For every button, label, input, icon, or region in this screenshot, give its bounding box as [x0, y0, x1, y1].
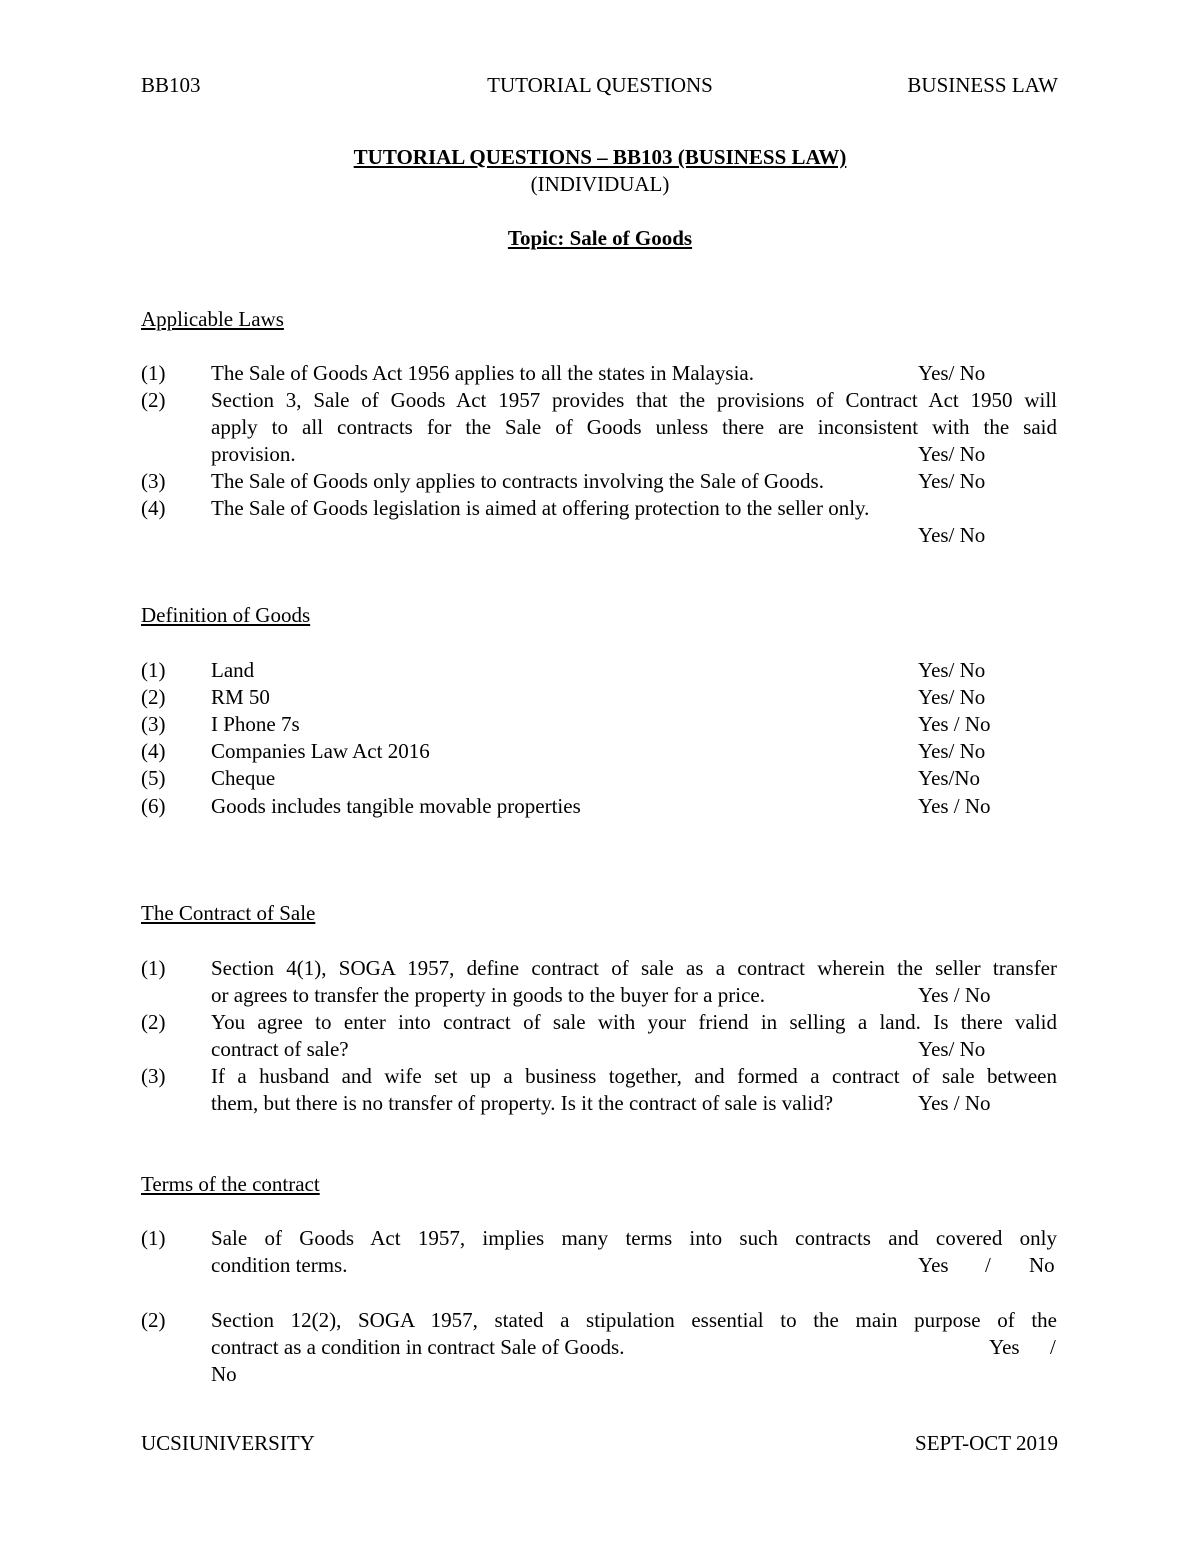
- question-number: (6): [141, 794, 166, 818]
- answer-no: No: [1029, 1253, 1055, 1277]
- answer-option: Yes/ No: [918, 469, 986, 493]
- document-subtitle: (INDIVIDUAL): [530, 172, 670, 196]
- question-number: (3): [141, 469, 166, 493]
- answer-slash: /: [985, 1253, 991, 1277]
- question-number: (1): [141, 956, 166, 980]
- header-course-code: BB103: [141, 73, 201, 97]
- question-text: apply to all contracts for the Sale of Goods unless there are inconsistent with the said: [211, 415, 1057, 439]
- answer-option: Yes/ No: [918, 1037, 986, 1061]
- question-text: or agrees to transfer the property in goods to the buyer for a price.: [211, 983, 765, 1007]
- question-text: You agree to enter into contract of sale with your friend in selling a land. Is there valid: [211, 1010, 1057, 1034]
- question-text: contract of sale?: [211, 1037, 349, 1061]
- question-text: contract as a condition in contract Sale of Goods.: [211, 1335, 625, 1359]
- question-text: RM 50: [211, 685, 270, 709]
- question-text: The Sale of Goods Act 1956 applies to all the states in Malaysia.: [211, 361, 754, 385]
- answer-option: Yes / No: [918, 983, 991, 1007]
- answer-option: Yes / No: [918, 712, 991, 736]
- answer-option: Yes/No: [918, 766, 981, 790]
- answer-option: Yes/ No: [918, 361, 986, 385]
- answer-option: Yes / No: [918, 1091, 991, 1115]
- question-text: Sale of Goods Act 1957, implies many terms into such contracts and covered only: [211, 1226, 1057, 1250]
- question-text: Cheque: [211, 766, 276, 790]
- question-number: (2): [141, 1010, 166, 1034]
- header-title: TUTORIAL QUESTIONS: [487, 73, 713, 97]
- question-text: Section 4(1), SOGA 1957, define contract of sale as a contract wherein the seller transfer: [211, 956, 1057, 980]
- question-text: If a husband and wife set up a business together, and formed a contract of sale between: [211, 1064, 1057, 1088]
- document-title: TUTORIAL QUESTIONS – BB103 (BUSINESS LAW): [353, 145, 847, 169]
- question-number: (1): [141, 658, 166, 682]
- question-text: Goods includes tangible movable properties: [211, 794, 581, 818]
- answer-option: Yes / No: [918, 794, 991, 818]
- question-text: condition terms.: [211, 1253, 348, 1277]
- question-number: (2): [141, 1308, 166, 1332]
- question-number: (3): [141, 1064, 166, 1088]
- question-number: (5): [141, 766, 166, 790]
- question-text: them, but there is no transfer of property. Is it the contract of sale is valid?: [211, 1091, 834, 1115]
- question-number: (4): [141, 739, 166, 763]
- section-heading-terms-of-contract: Terms of the contract: [141, 1172, 320, 1196]
- footer-date: SEPT-OCT 2019: [915, 1431, 1058, 1455]
- answer-no: No: [211, 1362, 237, 1386]
- answer-option: Yes/ No: [918, 685, 986, 709]
- question-number: (1): [141, 1226, 166, 1250]
- question-number: (1): [141, 361, 166, 385]
- answer-yes: Yes: [989, 1335, 1020, 1359]
- answer-slash: /: [1050, 1335, 1056, 1359]
- question-text: provision.: [211, 442, 296, 466]
- question-number: (2): [141, 388, 166, 412]
- question-text: Land: [211, 658, 255, 682]
- answer-option: Yes/ No: [918, 442, 986, 466]
- question-text: The Sale of Goods only applies to contracts involving the Sale of Goods.: [211, 469, 824, 493]
- section-heading-definition-of-goods: Definition of Goods: [141, 603, 311, 627]
- question-text: I Phone 7s: [211, 712, 300, 736]
- footer-institution: UCSIUNIVERSITY: [141, 1431, 315, 1455]
- section-heading-applicable-laws: Applicable Laws: [141, 307, 284, 331]
- question-text: Section 3, Sale of Goods Act 1957 provides that the provisions of Contract Act 1950 will: [211, 388, 1057, 412]
- answer-yes: Yes: [918, 1253, 949, 1277]
- question-text: Companies Law Act 2016: [211, 739, 430, 763]
- question-text: Section 12(2), SOGA 1957, stated a stipulation essential to the main purpose of the: [211, 1308, 1057, 1332]
- answer-option: Yes/ No: [918, 523, 986, 547]
- header-subject: BUSINESS LAW: [907, 73, 1058, 97]
- question-number: (2): [141, 685, 166, 709]
- question-text: The Sale of Goods legislation is aimed at offering protection to the seller only.: [211, 496, 870, 520]
- answer-option: Yes/ No: [918, 658, 986, 682]
- section-heading-contract-of-sale: The Contract of Sale: [141, 901, 316, 925]
- topic-heading: Topic: Sale of Goods: [507, 226, 693, 250]
- answer-option: Yes/ No: [918, 739, 986, 763]
- question-number: (4): [141, 496, 166, 520]
- question-number: (3): [141, 712, 166, 736]
